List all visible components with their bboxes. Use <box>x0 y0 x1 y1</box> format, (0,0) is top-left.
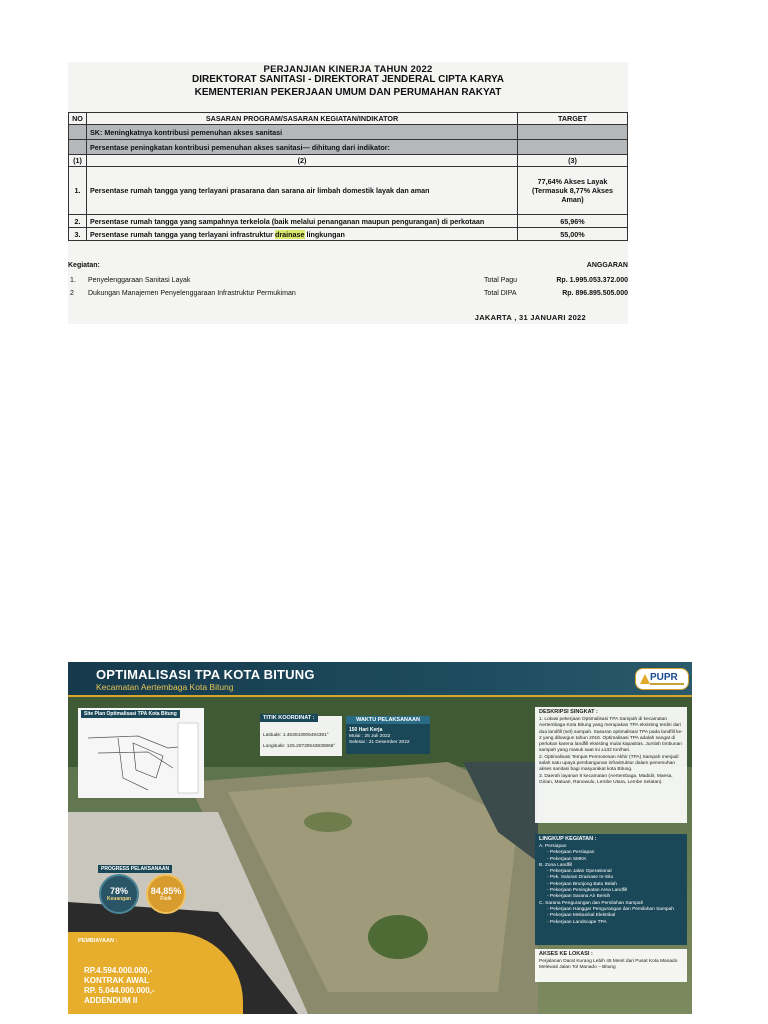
lingkup-item: A. Persiapan <box>539 844 567 849</box>
pembiayaan-line: RP. 5.044.000.000,- <box>84 986 155 995</box>
kegiatan-dipa-label: Total DIPA <box>484 290 517 297</box>
site-plan-panel <box>78 708 204 798</box>
lingkup-item: - Pekerjaan Jalan Operasional <box>547 869 612 875</box>
akses-text: Perjalanan Darat Kurang Lebih 45 Menit dari Pusat Kota Manado Melewati Jalan Tol Manado – Bitung <box>539 959 678 971</box>
lingkup-item: - Pekerjaan Hanggar Pengurangan dan Pemilahan Sampah <box>547 906 674 912</box>
latitude-text: Latitude: 1.463043005494391° <box>263 733 329 738</box>
fisik-value: 84,85% <box>150 886 182 896</box>
highlighted-word: drainase <box>274 229 305 239</box>
persentase-text: Persentase peningkatan kontribusi pemenuhan akses sanitasi— dihitung dari indikator: <box>87 140 518 155</box>
pupr-logo-underline <box>650 683 684 685</box>
sk-text: SK: Meningkatnya kontribusi pemenuhan akses sanitasi <box>87 125 518 140</box>
perjanjian-kinerja-page <box>68 62 628 324</box>
header-sasaran: SASARAN PROGRAM/SASARAN KEGIATAN/INDIKATOR <box>87 113 518 125</box>
deskripsi-title: DESKRIPSI SINGKAT : <box>539 709 598 715</box>
persentase-empty <box>69 140 87 155</box>
deskripsi-item: 3. Daerah layanan 8 kecamatan (Aertembaga, Madidir, Maesa, Girian, Matuari, Ranowulu, Lembe Utara, Lembe Selatan). <box>539 773 673 785</box>
slide-subtitle: Kecamatan Aertembaga Kota Bitung <box>96 682 234 692</box>
kegiatan-no: 1. <box>70 277 76 284</box>
document-title-2: DIREKTORAT SANITASI - DIREKTORAT JENDERAL CIPTA KARYA <box>191 74 505 85</box>
column-number-row <box>69 155 628 167</box>
slide-title: OPTIMALISASI TPA KOTA BITUNG <box>96 667 315 682</box>
place-date: JAKARTA , 31 JANUARI 2022 <box>474 313 586 322</box>
anggaran-label: ANGGARAN <box>586 262 628 269</box>
kegiatan-no: 2 <box>70 290 74 297</box>
keuangan-value: 78% <box>109 886 128 896</box>
pupr-logo-icon <box>640 674 650 684</box>
deskripsi-item: 2. Optimalisasi Tempat Pemrosesan Akhir (TPA) Sampah menjadi salah satu upaya pembangunan infrastruktur dalam pemenuhan akses sanitasi bagi masyarakat kota Bitung. <box>539 754 679 773</box>
col-num-2: (2) <box>87 155 518 167</box>
kegiatan-pagu-value: Rp. 1.995.053.372.000 <box>556 277 628 284</box>
progress-title: PROGRESS PELAKSANAAN <box>98 865 172 873</box>
lingkup-item: - Pekerjaan Peningkatan Area Landfill <box>547 888 628 894</box>
row-indikator <box>87 228 518 241</box>
site-plan-caption: Site Plan Optimalisasi TPA Kota Bitung <box>81 710 180 718</box>
lingkup-panel <box>535 834 687 945</box>
kegiatan-label: Kegiatan: <box>68 262 100 269</box>
lingkup-title: LINGKUP KEGIATAN : <box>539 836 597 842</box>
kegiatan-item <box>68 290 628 300</box>
kegiatan-item <box>68 277 628 287</box>
lingkup-item: - Pekerjaan Landscape TPA <box>547 919 607 925</box>
persentase-target <box>518 140 628 155</box>
document-title-3: KEMENTERIAN PEKERJAAN UMUM DAN PERUMAHAN RAKYAT <box>194 86 502 98</box>
deskripsi-item: 1. Lokasi pekerjaan Optimalisasi TPA Sampah di kecamatan Aertembaga Kota Bitung yang merupakan TPA eksisting terdiri dari dua landfill (sel) sampah. Sasaran optimalisasi TPA pada landfill ke-2 yang dibangun tahun 2016. Optimalisasi TPA adalah sangat di perlukan karena landfill eksisting mulai kapasitas. Jumlah timbunan sampah yang masuk saat ini ±132 ton/hari. <box>539 717 683 754</box>
document-title-1: PERJANJIAN KINERJA TAHUN 2022 <box>263 64 433 74</box>
waktu-title: WAKTU PELAKSANAAN <box>346 716 430 724</box>
kegiatan-nama: Penyelenggaraan Sanitasi Layak <box>88 277 191 284</box>
sk-row <box>69 125 628 140</box>
fisik-label: Fisik <box>160 896 172 902</box>
pembiayaan-line: KONTRAK AWAL <box>84 976 150 985</box>
pupr-logo-text: PUPR <box>650 672 678 683</box>
waktu-panel <box>346 716 430 754</box>
indikator-pre: Persentase rumah tangga yang terlayani infrastruktur <box>90 229 275 239</box>
tpa-bitung-slide <box>68 662 692 1014</box>
col-num-3: (3) <box>518 155 628 167</box>
row-no: 2. <box>69 215 87 228</box>
lingkup-item: B. Zona Landfill <box>539 862 573 868</box>
waktu-mulai: Mulai : 25 Juli 2022 <box>349 734 391 739</box>
lingkup-item: - Pekerjaan SMKK <box>547 856 587 862</box>
lingkup-item: - Pekerjaan Sarana Air Bersih <box>547 894 611 900</box>
table-header-row <box>69 113 628 125</box>
kegiatan-dipa-value: Rp. 896.895.505.000 <box>562 290 628 297</box>
koordinat-title: TITIK KOORDINAT : <box>260 714 318 722</box>
koordinat-panel <box>260 716 342 756</box>
row-indikator: Persentase rumah tangga yang terlayani prasarana dan sarana air limbah domestik layak dan aman <box>87 167 518 215</box>
row-indikator: Persentase rumah tangga yang sampahnya terkelola (baik melalui penanganan maupun pengurangan) di perkotaan <box>87 215 518 228</box>
indikator-post: lingkungan <box>304 229 345 239</box>
document-header <box>68 62 628 99</box>
row-target: 55,00% <box>518 228 628 241</box>
pembiayaan-line: ADDENDUM II <box>84 996 138 1005</box>
pembiayaan-title: PEMBIAYAAN : <box>78 938 118 944</box>
row-target: 77,64% Akses Layak (Termasuk 8,77% Akses Aman) <box>518 167 628 215</box>
longitude-text: Longitude: 125.20730643830866° <box>263 744 336 749</box>
waktu-hari: 150 Hari Kerja <box>349 727 383 733</box>
pembiayaan-line: RP.4.594.000.000,- <box>84 966 153 975</box>
keuangan-progress-badge <box>99 874 139 914</box>
slide-header <box>68 662 692 695</box>
waktu-selesai: Selesai : 21 Desember 2022 <box>349 740 410 745</box>
deskripsi-panel <box>535 707 687 823</box>
kegiatan-header <box>68 262 628 272</box>
site-plan-drawing <box>78 708 204 798</box>
lingkup-item: - Pek. Saluran Drainase In-Situ <box>547 875 614 881</box>
header-target: TARGET <box>518 113 628 125</box>
kinerja-table <box>68 112 628 241</box>
lingkup-item: C. Sarana Pengurangan dan Pemilahan Sampah <box>539 900 644 906</box>
row-no: 1. <box>69 167 87 215</box>
header-no: NO <box>69 113 87 125</box>
table-row <box>69 215 628 228</box>
sk-target <box>518 125 628 140</box>
akses-panel <box>535 949 687 982</box>
kegiatan-nama: Dukungan Manajemen Penyelenggaraan Infrastruktur Permukiman <box>88 290 296 297</box>
row-target: 65,96% <box>518 215 628 228</box>
pupr-logo <box>635 668 689 690</box>
lingkup-item: - Pekerjaan Mekanikal Elektrikal <box>547 913 616 919</box>
akses-title: AKSES KE LOKASI : <box>539 951 593 957</box>
kegiatan-pagu-label: Total Pagu <box>484 277 518 284</box>
keuangan-label: Keuangan <box>106 896 132 902</box>
sk-empty <box>69 125 87 140</box>
col-num-1: (1) <box>69 155 87 167</box>
lingkup-item: - Pekerjaan Bronjong Batu Belah <box>547 881 617 887</box>
persentase-row <box>69 140 628 155</box>
header-divider <box>68 695 692 697</box>
fisik-progress-badge <box>146 874 186 914</box>
lingkup-item: - Pekerjaan Persiapan <box>547 850 595 856</box>
table-row <box>69 167 628 215</box>
table-row <box>69 228 628 241</box>
row-no: 3. <box>69 228 87 241</box>
